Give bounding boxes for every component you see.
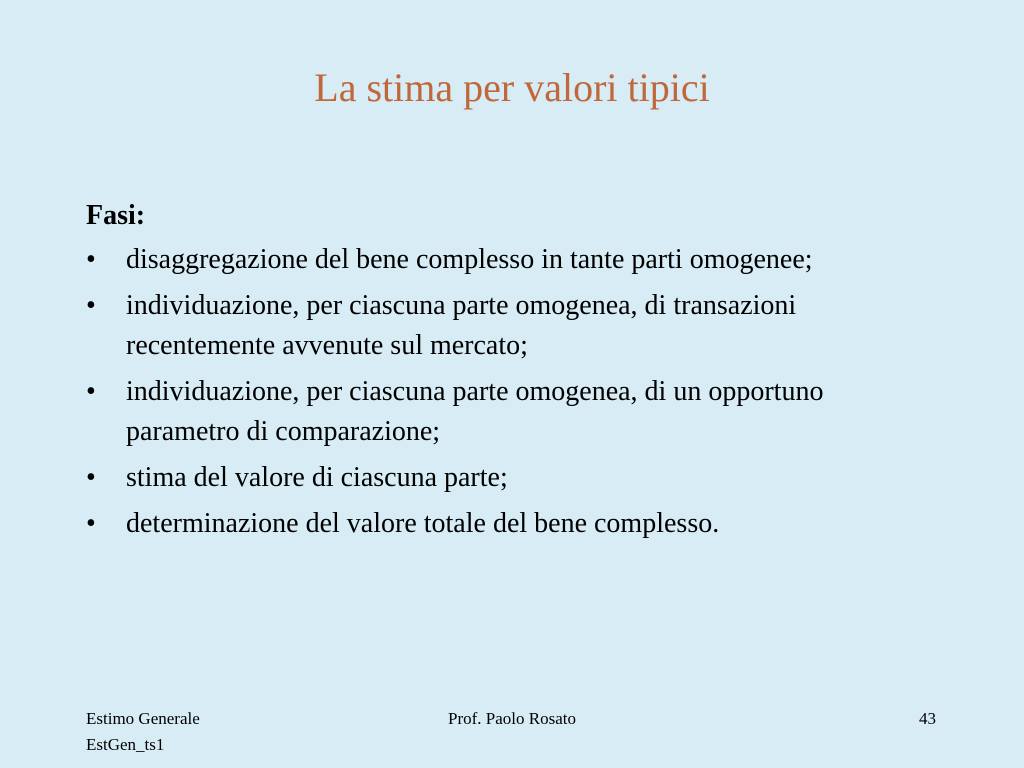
bullet-icon: • [86,244,96,275]
bullet-item [86,504,916,544]
footer-course-name: Estimo Generale [86,709,200,728]
bullet-item [86,372,916,452]
bullet-icon: • [86,462,96,493]
bullet-list [86,240,916,544]
bullet-text: disaggregazione del bene complesso in tante parti omogenee; [126,244,813,275]
slide-title: La stima per valori tipici [314,65,710,110]
bullet-text: stima del valore di ciascuna parte; [126,462,508,493]
bullet-item [86,286,916,366]
bullet-item [86,458,916,498]
footer-file-code: EstGen_ts1 [86,735,165,754]
bullet-icon: • [86,508,96,539]
bullet-icon: • [86,376,96,407]
footer-author: Prof. Paolo Rosato [448,709,576,728]
bullet-text: determinazione del valore totale del bene complesso. [126,508,720,539]
slide-body [86,196,916,550]
section-heading: Fasi: [86,200,146,231]
bullet-text: individuazione, per ciascuna parte omogenea, di transazioni recentemente avvenute sul mercato; [126,290,797,361]
bullet-item [86,240,916,280]
bullet-text: individuazione, per ciascuna parte omogenea, di un opportuno parametro di comparazione; [126,376,824,447]
bullet-icon: • [86,290,96,321]
page-number: 43 [919,709,936,728]
